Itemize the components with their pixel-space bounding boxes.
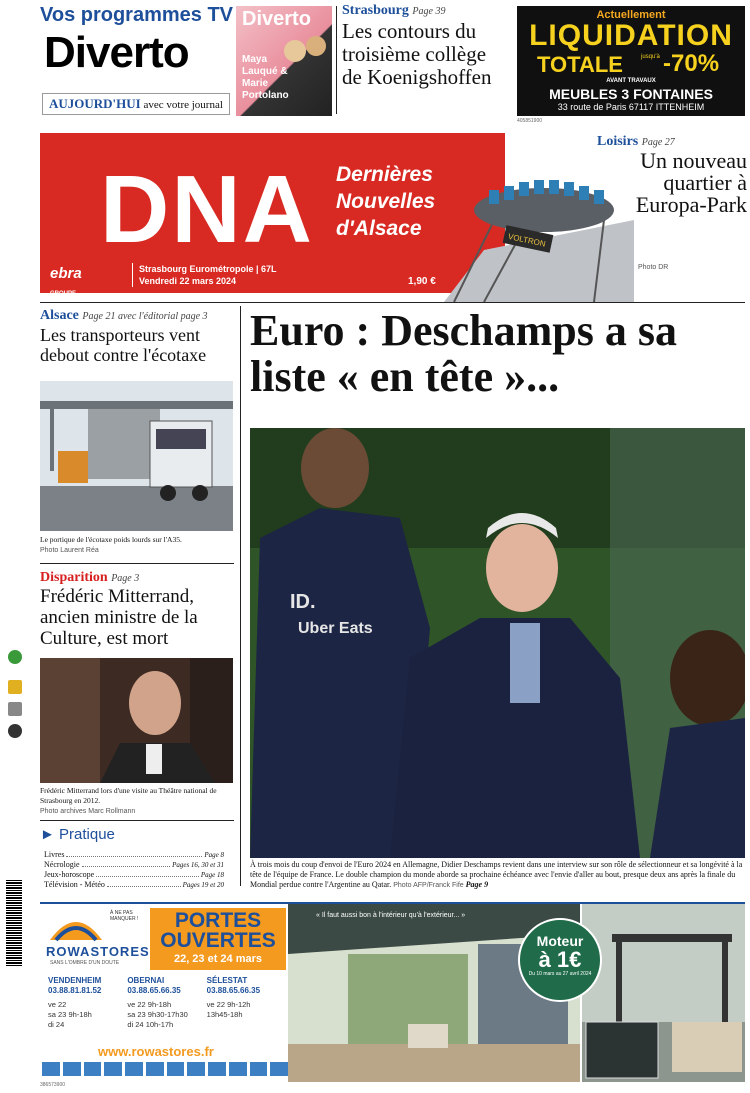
mitterrand-photo[interactable]	[40, 658, 233, 783]
person-face	[306, 36, 326, 56]
sponsor-uber: Uber Eats	[298, 620, 373, 637]
label-icon	[8, 702, 22, 716]
strasbourg-kicker: Strasbourg Page 39	[342, 3, 446, 18]
pratique-title: ► Pratique	[40, 826, 115, 843]
deschamps-photo[interactable]	[250, 428, 745, 858]
store-obernai: OBERNAI 03.88.65.66.35 ve 22 9h-18h sa 23 9h30-17h30 di 24 10h-17h	[127, 976, 188, 1029]
alsace-kicker: Alsace Page 21 avec l'éditorial page 3	[40, 308, 208, 323]
portes-ouvertes-box: PORTES OUVERTES 22, 23 et 24 mars	[150, 908, 286, 970]
truck-orange	[58, 451, 88, 483]
today-banner	[42, 93, 230, 115]
product-icons	[42, 1062, 288, 1076]
sponsor-id: ID.	[290, 591, 316, 613]
ad-actuellement: Actuellement	[596, 9, 666, 21]
disparition-caption: Frédéric Mitterrand lors d'une visite au Théâtre national de Strasbourg en 2012. Photo archives Marc Rollmann	[40, 786, 217, 815]
alsace-headline[interactable]: Les transporteurs vent debout contre l'écotaxe	[40, 325, 207, 365]
divider	[240, 306, 241, 886]
ad-percent: -70%	[663, 50, 720, 77]
rowastores-website[interactable]: www.rowastores.fr	[98, 1044, 214, 1059]
divider	[40, 820, 234, 821]
rowastores-tagline: SANS L'OMBRE D'UN DOUTE	[50, 960, 120, 966]
face	[129, 671, 181, 735]
loisirs-headline[interactable]: Un nouveau quartier à Europa-Park	[635, 148, 747, 217]
diverto-magazine-cover[interactable]	[236, 6, 332, 116]
dna-masthead[interactable]	[40, 133, 505, 297]
ad-store: MEUBLES 3 FONTAINES	[549, 86, 713, 102]
list-item[interactable]: Télévision - Météo Pages 19 et 20	[44, 880, 224, 889]
diverto-logo[interactable]: Diverto	[44, 28, 189, 77]
shirt	[146, 744, 162, 774]
ad-code: 386573900	[40, 1082, 66, 1088]
strasbourg-headline[interactable]: Les contours du troisième collège de Koenigshoffen	[342, 19, 492, 89]
pratique-list	[44, 850, 224, 890]
recycle-icon	[8, 650, 22, 664]
ne-pas-manquer: À NE PAS MANQUER !	[110, 910, 139, 922]
main-headline[interactable]: Euro : Deschamps a sa liste « en tête »...	[250, 306, 678, 401]
deschamps-face	[486, 524, 558, 612]
rowastores-brand: ROWASTORES	[46, 944, 150, 959]
shirt	[510, 623, 540, 703]
ad-jusqua: jusqu'à	[641, 54, 660, 60]
disparition-headline[interactable]: Frédéric Mitterrand, ancien ministre de la Culture, est mort	[40, 586, 198, 649]
mag-people: Maya Lauqué & Marie Portolano	[242, 54, 289, 101]
alsace-caption: Le portique de l'écotaxe poids lourds sur l'A35. Photo Laurent Réa	[40, 535, 182, 554]
moteur-offer-badge: Moteur à 1€ Du 10 mars au 27 avril 2024	[518, 918, 602, 1002]
store-selestat: SÉLESTAT 03.88.65.66.35 ve 22 9h-12h 13h45-18h	[206, 976, 261, 1019]
ad-avant-travaux: AVANT TRAVAUX	[606, 78, 656, 84]
price: 1,90 €	[408, 276, 436, 287]
divider	[336, 6, 337, 114]
rowastores-ad[interactable]	[40, 902, 745, 1080]
photo-credit: Photo DR	[638, 264, 669, 271]
mag-title: Diverto	[242, 8, 311, 30]
pergola-photo	[582, 904, 745, 1082]
ad-code: 405851900	[517, 118, 543, 124]
triman-icon	[8, 724, 22, 738]
ad-quote: « Il faut aussi bon à l'intérieur qu'à l'extérieur... »	[316, 912, 466, 919]
ad-liquidation: LIQUIDATION	[529, 19, 733, 52]
main-caption: À trois mois du coup d'envoi de l'Euro 2024 en Allemagne, Didier Deschamps revient dans une interview sur son rôle de sélectionneur et sa longévité à la tête de l'équipe de France. Le double champion du monde aborde sa prochaine échéance avec l'envie d'aller au bout, presque deux ans après la finale du Mondial perdue contre l'Argentine au Qatar. Photo AFP/Franck Fife Page 9	[250, 860, 743, 889]
masthead-subtitle: Dernières Nouvelles d'Alsace	[336, 163, 436, 240]
programmes-title: Vos programmes TV	[40, 4, 234, 26]
floor	[288, 1044, 580, 1082]
ebra-logo: ebra GROUPE	[50, 265, 82, 297]
ad-totale: TOTALE	[537, 52, 623, 77]
ecotaxe-truck-photo[interactable]	[40, 381, 233, 531]
trailer	[88, 409, 160, 479]
edition-info: Strasbourg Eurométropole | 67L Vendredi 22 mars 2024	[132, 263, 277, 287]
store-vendenheim: VENDENHEIM 03.88.81.81.52 ve 22 sa 23 9h-18h di 24	[48, 976, 102, 1029]
list-item[interactable]: Jeux-horoscope Page 18	[44, 870, 224, 879]
divider	[40, 563, 234, 564]
info-icon	[8, 680, 22, 694]
liquidation-ad[interactable]	[517, 6, 745, 116]
ride-sign-text: VOLTRON	[507, 231, 547, 249]
loisirs-kicker: Loisirs Page 27	[597, 134, 675, 149]
divider	[40, 302, 745, 303]
today-suffix: avec votre journal	[143, 99, 223, 111]
list-item[interactable]: Livres Page 8	[44, 850, 224, 859]
disparition-kicker: Disparition Page 3	[40, 570, 140, 585]
rowastores-logo	[48, 910, 104, 944]
ad-address: 33 route de Paris 67117 ITTENHEIM	[557, 102, 705, 112]
dna-logo: DNA	[100, 156, 314, 263]
list-item[interactable]: Nécrologie Pages 16, 30 et 31	[44, 860, 224, 869]
gantry	[40, 401, 233, 409]
today-label: AUJOURD'HUI	[49, 96, 141, 111]
player-face	[301, 428, 369, 508]
barcode	[6, 880, 22, 966]
store-list	[48, 976, 286, 1030]
